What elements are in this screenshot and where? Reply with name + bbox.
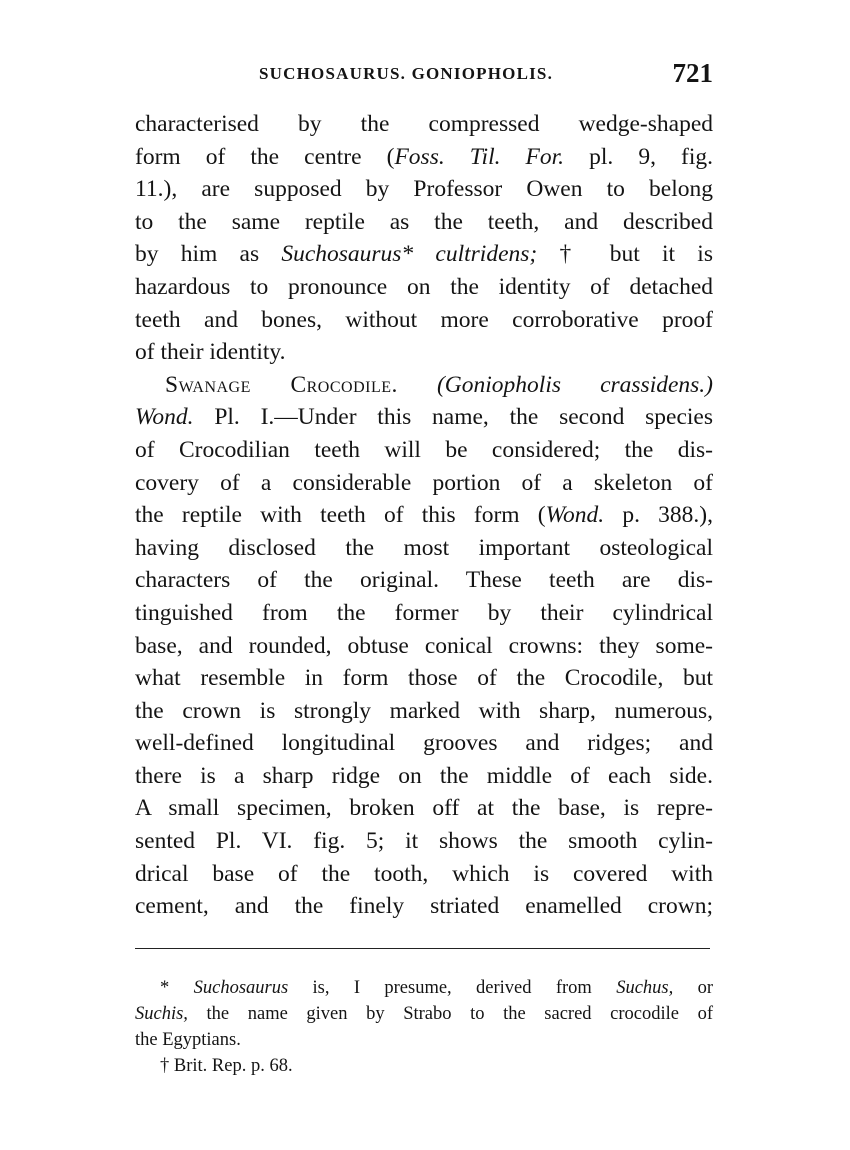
- text-line: of their identity.: [135, 339, 286, 366]
- text-line: by him as Suchosaurus* cultridens; † but it is: [135, 241, 713, 268]
- footnote-line: the Egyptians.: [135, 1030, 241, 1050]
- text-line: having disclosed the most important osteological: [135, 534, 713, 561]
- wond-citation: Wond.: [545, 502, 605, 529]
- text-line: Wond. Pl. I.—Under this name, the second species: [135, 404, 713, 431]
- species-name: (Goniopholis crassidens.): [436, 371, 714, 398]
- text-line: the crown is strongly marked with sharp, numerous,: [135, 697, 713, 724]
- text-line: base, and rounded, obtuse conical crowns: they some-: [135, 632, 713, 659]
- text-line: [135, 369, 713, 402]
- footnote-divider: [135, 948, 710, 949]
- text-line: hazardous to pronounce on the identity of detached: [135, 273, 713, 300]
- footnotes: [135, 975, 713, 1079]
- footnote-term: Suchosaurus: [193, 978, 289, 998]
- text-line: characterised by the compressed wedge-shaped: [135, 111, 713, 137]
- text-line: drical base of the tooth, which is covered with: [135, 860, 713, 887]
- fossil-citation: Foss. Til. For.: [394, 143, 565, 170]
- text-line: form of the centre (Foss. Til. For. pl. 9, fig.: [135, 143, 714, 170]
- text-line: what resemble in form those of the Crocodile, but: [135, 665, 713, 692]
- section-title: Swanage Crocodile.: [165, 371, 398, 398]
- text-line: covery of a considerable portion of a skeleton of: [135, 469, 713, 496]
- page-number: 721: [672, 58, 713, 88]
- text-line: tinguished from the former by their cylindrical: [135, 599, 713, 626]
- species-name: Suchosaurus* cultridens;: [281, 241, 538, 268]
- text-line: teeth and bones, without more corroborative proof: [135, 306, 713, 333]
- footnote-line: Suchis, the name given by Strabo to the sacred crocodile of: [135, 1004, 713, 1024]
- footnote-line: * Suchosaurus is, I presume, derived from Suchus, or: [160, 978, 714, 998]
- wond-citation: Wond.: [135, 404, 194, 431]
- text-line: 11.), are supposed by Professor Owen to belong: [135, 176, 713, 203]
- text-line: to the same reptile as the teeth, and described: [135, 208, 713, 235]
- running-head: SUCHOSAURUS. GONIOPHOLIS.: [259, 64, 554, 83]
- text-line: cement, and the finely striated enamelled crown;: [135, 893, 713, 920]
- text-line: characters of the original. These teeth are dis-: [135, 567, 713, 594]
- text-line: well-defined longitudinal grooves and ridges; and: [135, 730, 713, 757]
- text-line: the reptile with teeth of this form (Wond. p. 388.),: [135, 502, 714, 529]
- text-line: sented Pl. VI. fig. 5; it shows the smooth cylin-: [135, 828, 713, 855]
- text-line: A small specimen, broken off at the base, is repre-: [135, 795, 713, 822]
- text-line: there is a sharp ridge on the middle of each side.: [135, 762, 713, 789]
- page-header: [135, 58, 713, 92]
- text-line: of Crocodilian teeth will be considered; the dis-: [135, 436, 713, 463]
- body-text: [135, 108, 713, 923]
- footnote-reference: † Brit. Rep. p. 68.: [160, 1056, 293, 1076]
